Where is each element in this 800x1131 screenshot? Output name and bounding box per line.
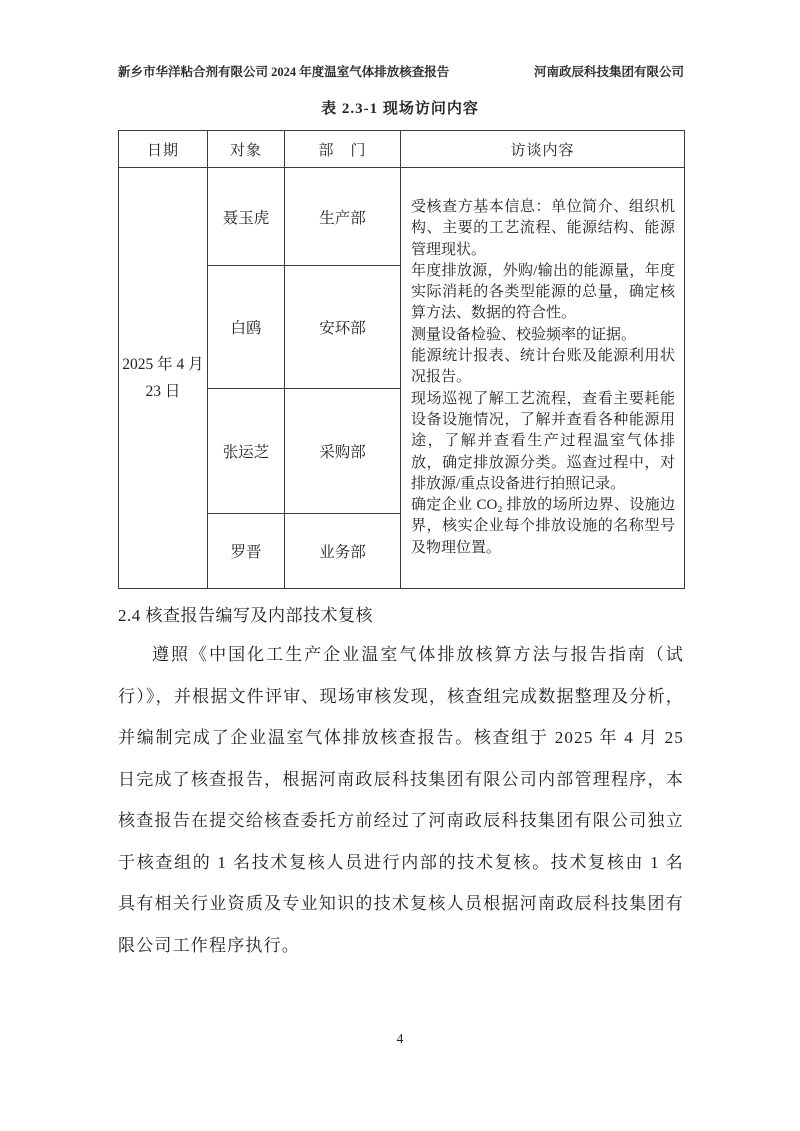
- interview-paragraph: 能源统计报表、统计台账及能源利用状况报告。: [411, 348, 675, 386]
- interview-paragraph: 受核查方基本信息：单位简介、组织机构、主要的工艺流程、能源结构、能源管理现状。: [411, 198, 675, 258]
- interview-paragraph: 现场巡视了解工艺流程，查看主要耗能设备设施情况，了解并查看各种能源用途，了解并查看生产过程温室气体排放，确定排放源分类。巡查过程中，对排放源/重点设备进行拍照记录。: [411, 390, 675, 492]
- table-caption: 表 2.3-1 现场访问内容: [321, 101, 479, 117]
- department-cell: 安环部: [285, 266, 401, 389]
- column-header-person: 对象: [208, 131, 285, 168]
- person-cell: 罗晋: [208, 514, 285, 589]
- date-cell: 2025 年 4 月 23 日: [119, 168, 208, 589]
- column-header-department: 部 门: [285, 131, 401, 168]
- department-cell: 采购部: [285, 389, 401, 514]
- column-header-date: 日期: [119, 131, 208, 168]
- department-cell: 生产部: [285, 168, 401, 266]
- person-cell: 聂玉虎: [208, 168, 285, 266]
- table-row: [119, 168, 685, 266]
- person-cell: 张运芝: [208, 389, 285, 514]
- section-heading: 2.4 核查报告编写及内部技术复核: [118, 606, 373, 625]
- header-report-title: 新乡市华洋粘合剂有限公司 2024 年度温室气体排放核查报告: [118, 65, 450, 79]
- person-cell: 白鸥: [208, 266, 285, 389]
- page-number: 4: [396, 1031, 404, 1046]
- header-company-name: 河南政辰科技集团有限公司: [533, 65, 684, 79]
- site-visit-table: [118, 130, 685, 589]
- interview-content-cell: [401, 168, 685, 589]
- department-cell: 业务部: [285, 514, 401, 589]
- interview-paragraph: 年度排放源，外购/输出的能源量，年度实际消耗的各类型能源的总量，确定核算方法、数据的符合性。: [411, 262, 675, 322]
- interview-paragraph: 测量设备检验、校验频率的证据。: [411, 326, 637, 343]
- page-header: [118, 62, 684, 80]
- section-paragraph: 遵照《中国化工生产企业温室气体排放核算方法与报告指南（试行）》，并根据文件评审、现场审核发现，核查组完成数据整理及分析，并编制完成了企业温室气体排放核查报告。核查组于 2025 年 4 月 25 日完成了核查报告，根据河南政辰科技集团有限公司内部管理程序，本核查报告在提交给核查委托方前经过了河南政辰科技集团有限公司独立于核查组的 1 名技术复核人员进行内部的技术复核。技术复核由 1 名具有相关行业资质及专业知识的技术复核人员根据河南政辰科技集团有限公司工作程序执行。: [118, 645, 684, 955]
- column-header-interview-content: 访谈内容: [401, 131, 685, 168]
- table-header-row: [119, 131, 685, 168]
- interview-paragraph: 确定企业 CO₂ 排放的场所边界、设施边界，核实企业每个排放设施的名称型号及物理位置。: [411, 497, 675, 556]
